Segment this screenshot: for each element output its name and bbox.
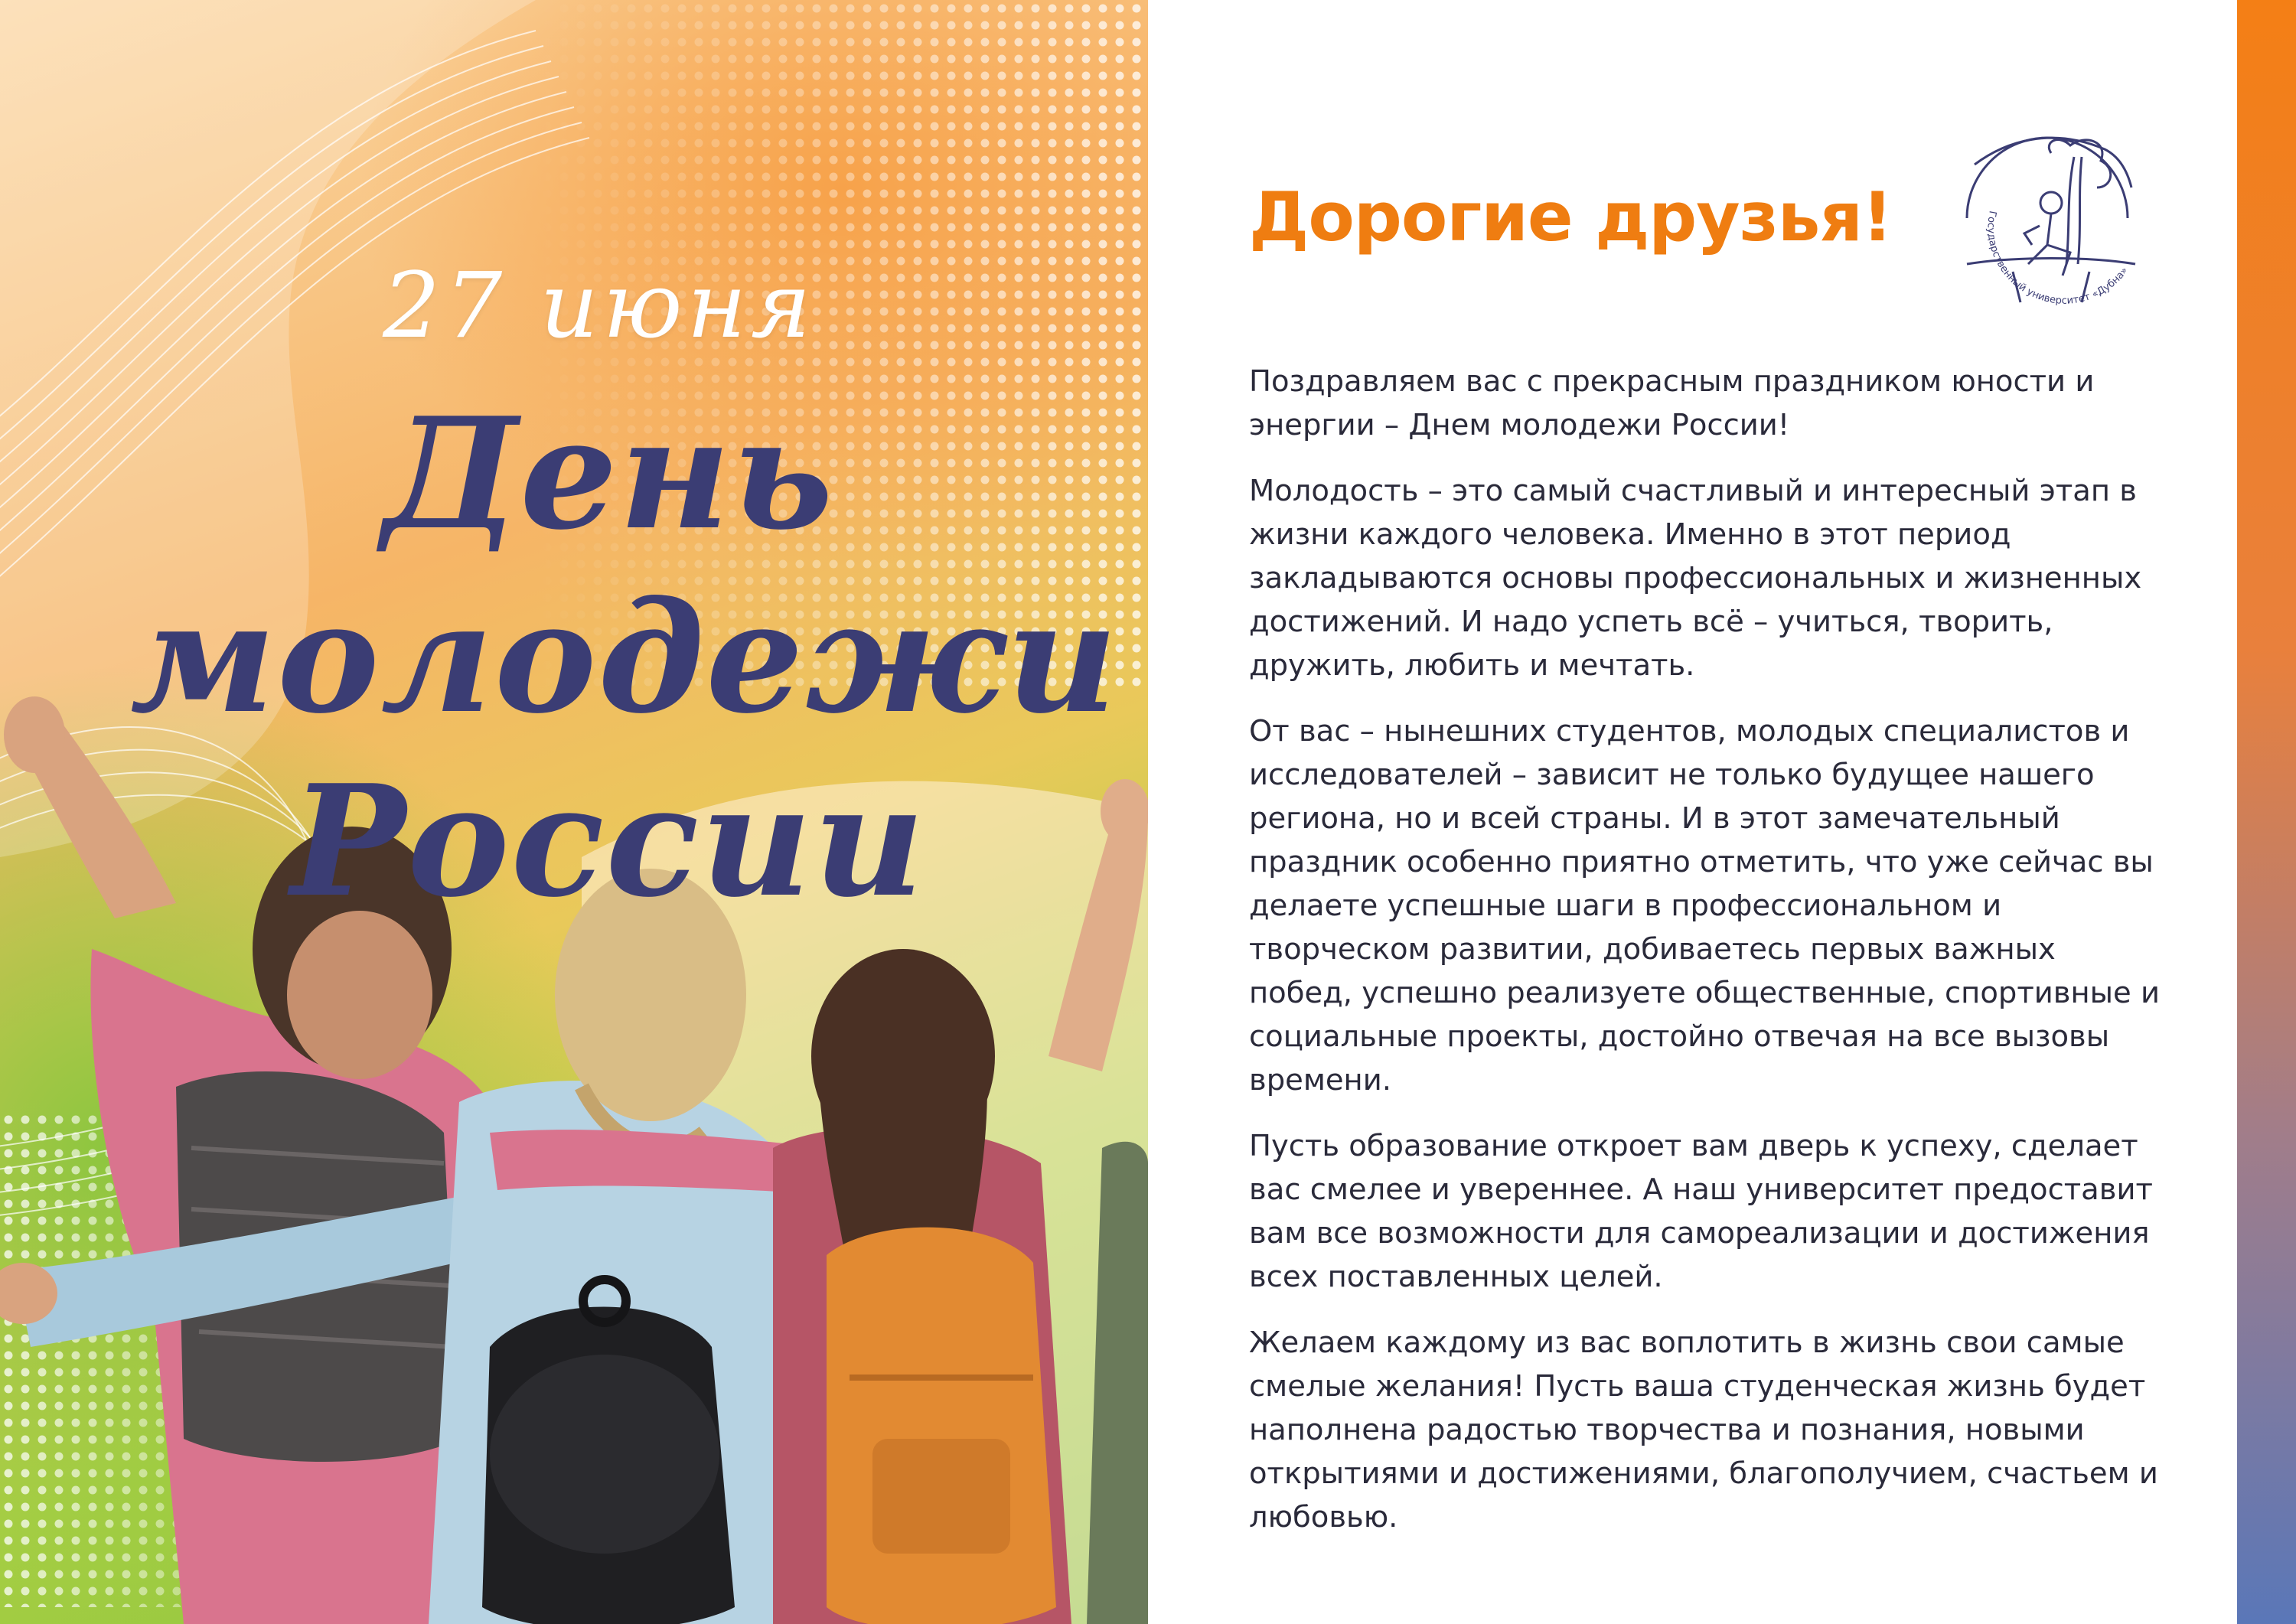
letter-paragraph: Молодость – это самый счастливый и интересный этап в жизни каждого человека. Именно в этот период закладываются основы профессиональных и жизненных достижений. И надо успеть всё – учиться, творить, дружить, любить и мечтать. [1249, 474, 2142, 683]
letter-paragraph: Поздравляем вас с прекрасным праздником юности и энергии – Днем молодежи России! [1249, 364, 2095, 442]
university-logo [1936, 111, 2158, 333]
letter-paragraph: Желаем каждому из вас воплотить в жизнь свои самые смелые желания! Пусть ваша студенческая жизнь будет наполнена радостью творчества и познания, новыми открытиями и достижениями, благополучием, счастьем и любовью. [1249, 1326, 2158, 1534]
letter-paragraph: Пусть образование откроет вам дверь к успеху, сделает вас смелее и увереннее. А наш университет предоставит вам все возможности для самореализации и достижения всех поставленных целей. [1249, 1129, 2153, 1294]
letter-body [1249, 360, 2167, 1561]
accent-stripe [2237, 0, 2296, 1624]
letter-paragraph: От вас – нынешних студентов, молодых специалистов и исследователей – зависит не только будущее нашего региона, но и всей страны. И в этот замечательный праздник особенно приятно отметить, что уже сейчас вы делаете успешные шаги в профессиональном и творческом развитии, добиваетесь первых важных побед, успешно реализуете общественные, спортивные и социальные проекты, достойно отвечая на все вызовы времени. [1249, 714, 2161, 1097]
logo-caption: Государственный университет «Дубна» [1985, 210, 2131, 307]
greeting-heading: Дорогие друзья! [1249, 178, 1893, 256]
holiday-title: День молодежи России [130, 384, 1120, 931]
event-date: 27 июня [383, 253, 816, 358]
